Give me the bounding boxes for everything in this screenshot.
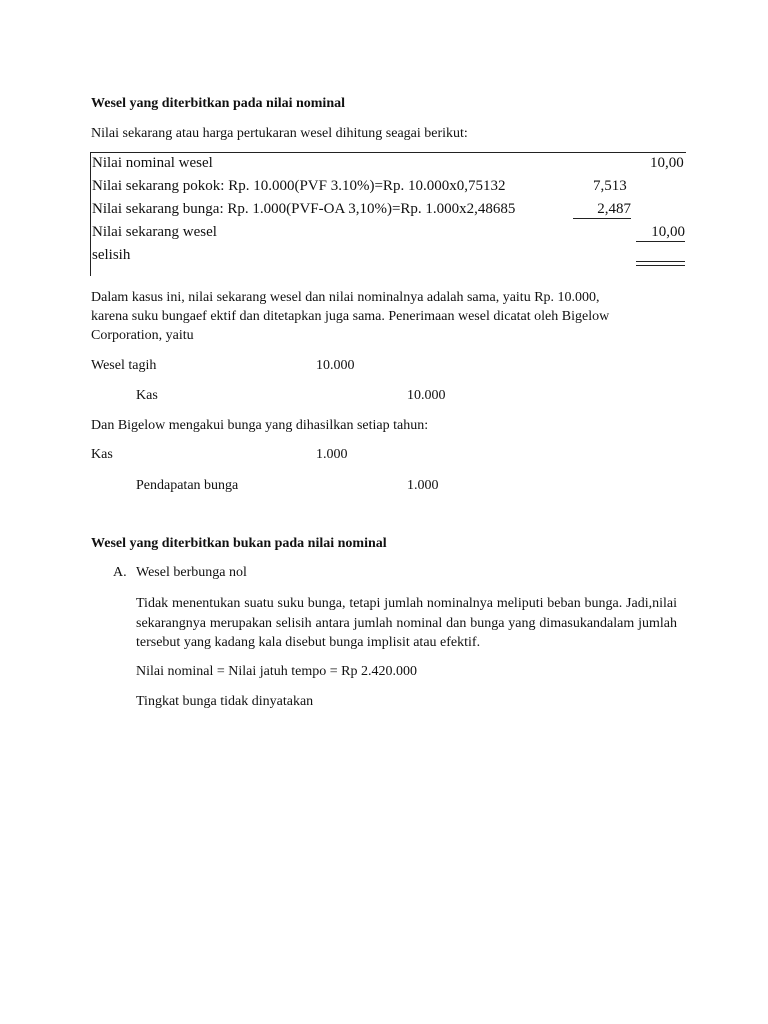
journal2-debit-amount: 1.000 [316,447,348,462]
table-row-pokok-label: Nilai sekarang pokok: Rp. 10.000(PVF 3.10%)=Rp. 10.000x0,75132 [92,178,506,194]
table-row-selisih-label: selisih [92,247,131,263]
note-line: Tingkat bunga tidak dinyatakan [136,694,314,709]
formula-line: Nilai nominal = Nilai jatuh tempo = Rp 2.420.000 [136,664,417,679]
table-double-underline [636,261,685,266]
list-item-title: Wesel berbunga nol [136,565,247,580]
paragraph-line: Dalam kasus ini, nilai sekarang wesel dan nilai nominalnya adalah sama, yaitu Rp. 10.000, [91,290,600,305]
journal1-debit-amount: 10.000 [316,358,355,373]
table-row-wesel-label: Nilai sekarang wesel [92,224,217,240]
list-marker-a: A. [113,565,127,580]
journal1-credit-amount: 10.000 [407,388,446,403]
table-row-pokok-value: 7,513 [593,178,627,194]
journal1-credit-account: Kas [136,388,158,403]
table-top-border [90,152,686,153]
journal2-credit-amount: 1.000 [407,478,439,493]
paragraph-line: Dan Bigelow mengakui bunga yang dihasilkan setiap tahun: [91,418,429,433]
paragraph-line: karena suku bungaef ektif dan ditetapkan juga sama. Penerimaan wesel dicatat oleh Bigelow [91,309,610,324]
paragraph-line: Corporation, yaitu [91,328,194,343]
table-row-wesel-value: 10,00 [636,224,685,242]
section-heading-nominal: Wesel yang diterbitkan pada nilai nominal [91,96,345,111]
journal1-debit-account: Wesel tagih [91,358,157,373]
journal2-debit-account: Kas [91,447,113,462]
section-heading-non-nominal: Wesel yang diterbitkan bukan pada nilai nominal [91,536,387,551]
journal2-credit-account: Pendapatan bunga [136,478,239,493]
table-row-bunga-label: Nilai sekarang bunga: Rp. 1.000(PVF-OA 3,10%)=Rp. 1.000x2,48685 [92,201,516,217]
explanation-paragraph: Tidak menentukan suatu suku bunga, tetapi jumlah nominalnya meliputi beban bunga. Jadi,nilai sekarangnya merupakan selisih antara jumlah nominal dan bunga yang dimasukandalam jumlah tersebut yang kadang kala disebut bunga implisit atau efektif. [136,596,677,650]
intro-text: Nilai sekarang atau harga pertukaran wesel dihitung seagai berikut: [91,126,468,141]
table-row-nominal-label: Nilai nominal wesel [92,155,213,171]
table-row-bunga-value: 2,487 [573,201,631,219]
table-row-nominal-value: 10,00 [650,155,684,171]
table-left-border [90,152,91,276]
